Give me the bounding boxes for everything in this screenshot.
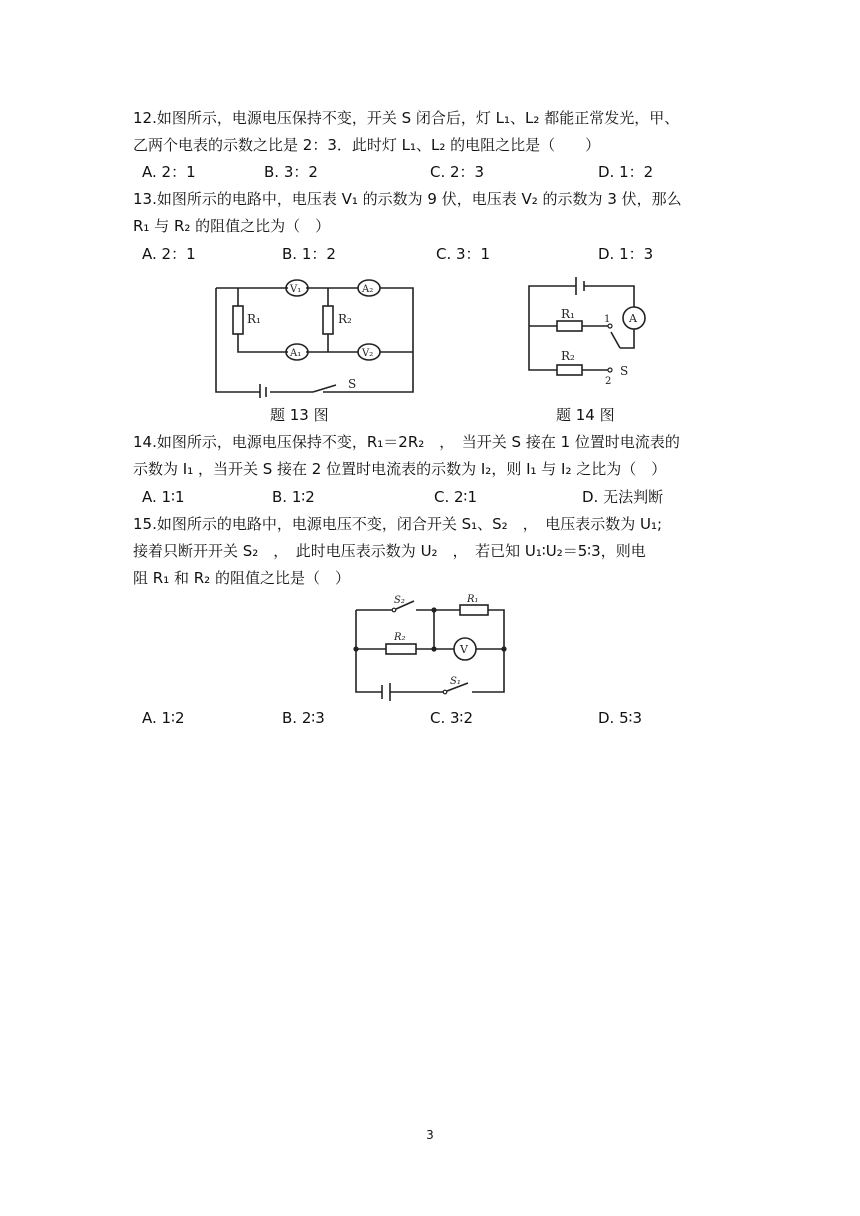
fig14-label-1: 1 [604, 314, 611, 325]
q12-option-d: D. 1：2 [598, 163, 654, 181]
fig14-resistor-r1 [557, 321, 582, 331]
fig14-label-a: A [629, 312, 637, 325]
fig15-label-s1: S₁ [450, 676, 461, 687]
fig13-resistor-r2 [323, 306, 333, 334]
q13-option-b: B. 1：2 [282, 245, 336, 263]
q12-option-b: B. 3：2 [264, 163, 318, 181]
fig14-label-s: S [620, 364, 629, 378]
fig15-switch-s2 [392, 595, 414, 612]
fig14-label-r2: R₂ [561, 349, 575, 363]
q13-option-d: D. 1：3 [598, 245, 654, 263]
fig15-battery [382, 683, 390, 701]
fig15-resistor-r2 [386, 644, 416, 654]
q15-text-line2: 接着只断开开关 S₂ ， 此时电压表示数为 U₂ ， 若已知 U₁∶U₂＝5∶3，则电 [133, 542, 646, 560]
q15-option-b: B. 2∶3 [282, 709, 325, 727]
fig15-label-v: V [460, 643, 468, 656]
q14-options [142, 487, 782, 507]
q14-option-b: B. 1∶2 [272, 488, 315, 506]
fig13-label-r2: R₂ [338, 312, 352, 326]
fig15-circuit-diagram [348, 590, 512, 702]
q15-text-line3: 阻 R₁ 和 R₂ 的阻值之比是（ ） [133, 569, 350, 587]
fig15-label-r1: R₁ [467, 594, 479, 605]
fig13-wires [216, 288, 413, 392]
fig15-switch-s1 [443, 676, 468, 694]
fig15-junction [431, 646, 436, 651]
fig14-circuit-diagram [524, 272, 664, 388]
fig13-label-s: S [348, 377, 357, 391]
q14-option-c: C. 2∶1 [434, 488, 478, 506]
fig13-label-v1: V₁ [290, 284, 302, 295]
fig15-label-s2: S₂ [394, 595, 405, 606]
q13-options [142, 244, 782, 264]
fig15-resistor-r1 [460, 605, 488, 615]
fig13-circuit-diagram [208, 272, 422, 398]
q15-option-c: C. 3∶2 [430, 709, 474, 727]
fig15-label-r2: R₂ [394, 632, 406, 643]
fig15-wires [356, 610, 504, 692]
fig13-switch-s [313, 377, 356, 392]
q15-option-d: D. 5∶3 [598, 709, 643, 727]
q15-text-line1: 15.如图所示的电路中，电源电压不变，闭合开关 S₁、S₂ ， 电压表示数为 U₁; [133, 515, 663, 533]
q14-option-a: A. 1∶1 [142, 488, 185, 506]
fig14-contact-2 [608, 368, 612, 372]
fig13-caption: 题 13 图 [270, 406, 329, 424]
q12-text-line2: 乙两个电表的示数之比是 2：3．此时灯 L₁、L₂ 的电阻之比是（ ） [133, 136, 601, 154]
q15-option-a: A. 1∶2 [142, 709, 185, 727]
fig15-junction [501, 646, 506, 651]
fig15-junction [353, 646, 358, 651]
fig13-label-r1: R₁ [247, 312, 261, 326]
q12-options [142, 162, 782, 182]
fig14-caption: 题 14 图 [556, 406, 615, 424]
q12-text-line1: 12.如图所示，电源电压保持不变，开关 S 闭合后，灯 L₁、L₂ 都能正常发光，甲、 [133, 109, 680, 127]
fig13-meter-a1 [286, 344, 308, 360]
q12-option-a: A. 2：1 [142, 163, 196, 181]
q14-option-d: D. 无法判断 [582, 488, 664, 506]
q14-text-line1: 14.如图所示，电源电压保持不变，R₁＝2R₂ ， 当开关 S 接在 1 位置时电流表的 [133, 433, 680, 451]
fig13-label-a2: A₂ [362, 284, 374, 295]
fig15-voltmeter [454, 638, 476, 660]
fig14-ammeter [623, 307, 645, 329]
fig14-label-2: 2 [605, 376, 612, 387]
fig13-battery [260, 384, 266, 398]
fig14-battery [576, 277, 584, 295]
q13-text-line1: 13.如图所示的电路中，电压表 V₁ 的示数为 9 伏，电压表 V₂ 的示数为 3 伏，那么 [133, 190, 682, 208]
fig13-meter-v2 [358, 344, 380, 360]
fig15-junction [431, 607, 436, 612]
fig13-meter-v1 [286, 280, 308, 296]
fig13-label-v2: V₂ [362, 348, 374, 359]
page-number: 3 [426, 1128, 434, 1142]
fig14-resistor-r2 [557, 365, 582, 375]
q12-option-c: C. 2：3 [430, 163, 485, 181]
fig13-resistor-r1 [233, 306, 243, 334]
q13-option-a: A. 2：1 [142, 245, 196, 263]
fig13-meter-a2 [358, 280, 380, 296]
fig14-switch-s [611, 332, 628, 378]
fig14-label-r1: R₁ [561, 307, 575, 321]
q15-options [142, 708, 782, 728]
q14-text-line2: 示数为 I₁ ，当开关 S 接在 2 位置时电流表的示数为 I₂，则 I₁ 与 I₂ 之比为（ ） [133, 460, 667, 478]
q13-option-c: C. 3：1 [436, 245, 491, 263]
fig13-label-a1: A₁ [290, 348, 302, 359]
q13-text-line2: R₁ 与 R₂ 的阻值之比为（ ） [133, 217, 331, 235]
